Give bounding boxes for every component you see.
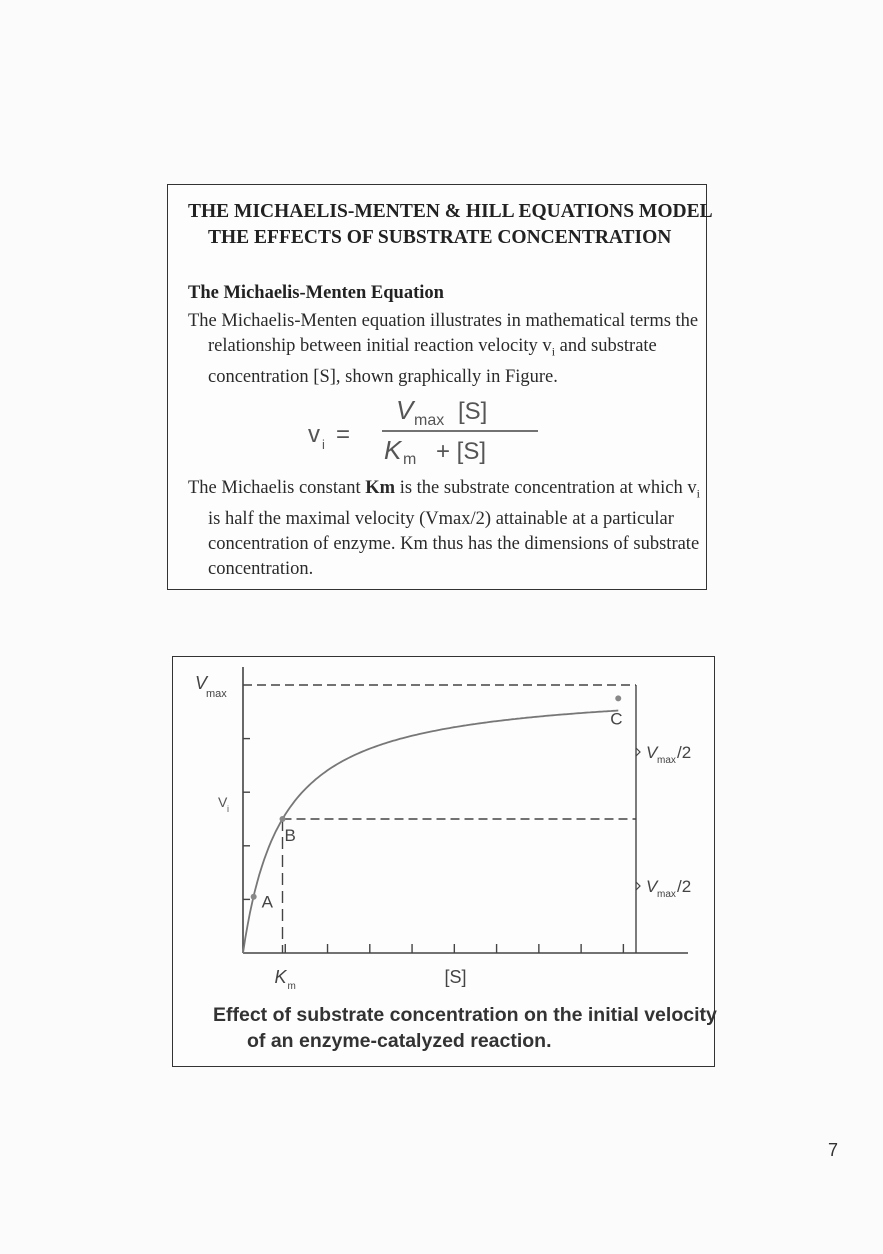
km-text-c: is half the maximal velocity (Vmax/2) attainable at a particular concentration of enzyme. Km thus has the dimensions of substrate concentration. xyxy=(208,508,700,579)
point-label-c: C xyxy=(610,709,623,729)
vi-axis-label-sub: i xyxy=(227,803,229,814)
section-subtitle: The Michaelis-Menten Equation xyxy=(188,283,444,303)
point-label-a: A xyxy=(261,892,274,912)
eq-den-sub: m xyxy=(403,451,417,468)
michaelis-menten-curve xyxy=(243,711,618,954)
page-number: 7 xyxy=(828,1140,839,1160)
half-vmax-label-sub-1: max xyxy=(657,889,676,900)
eq-den-tail: + [S] xyxy=(436,438,487,465)
slide-michaelis-menten-equation xyxy=(167,184,712,590)
data-point-b xyxy=(280,816,286,822)
km-subscript: i xyxy=(696,486,700,501)
intro-text-b: and substrate concentration [S], shown graphically in Figure. xyxy=(208,336,657,387)
intro-text-a: The Michaelis-Menten equation illustrates in mathematical terms the relationship between initial reaction velocity v xyxy=(188,311,699,356)
km-bold: Km xyxy=(365,478,396,498)
data-point-c xyxy=(615,695,621,701)
half-vmax-label-0: V xyxy=(646,743,658,762)
eq-lhs: v xyxy=(308,421,320,448)
eq-lhs-sub: i xyxy=(322,437,325,452)
vi-axis-label: V xyxy=(218,793,228,810)
km-text-a: The Michaelis constant xyxy=(188,478,366,498)
slide-substrate-chart xyxy=(172,656,715,1067)
eq-den-k: K xyxy=(384,435,402,465)
half-vmax-label-1: V xyxy=(646,877,658,896)
km-axis-label: K xyxy=(274,967,287,987)
figure-caption: Effect of substrate concentration on the initial velocity of an enzyme-catalyzed reaction. xyxy=(213,1004,717,1052)
half-vmax-label-tail-1: /2 xyxy=(677,877,692,896)
slide-title: THE MICHAELIS-MENTEN & HILL EQUATIONS MODEL THE EFFECTS OF SUBSTRATE CONCENTRATION xyxy=(188,201,712,248)
intro-subscript: i xyxy=(551,344,556,359)
point-label-b: B xyxy=(284,826,296,845)
km-axis-label-sub: m xyxy=(287,981,296,992)
eq-num-v: V xyxy=(396,395,414,425)
substrate-axis-label: [S] xyxy=(444,967,467,987)
eq-num-tail: [S] xyxy=(458,398,488,425)
km-paragraph xyxy=(188,476,708,582)
half-vmax-label-sub-0: max xyxy=(657,755,676,766)
eq-equals: = xyxy=(336,421,351,448)
half-vmax-label-tail-0: /2 xyxy=(677,743,692,762)
vmax-axis-label: V xyxy=(195,673,208,693)
km-text-b: is the substrate concentration at which v xyxy=(395,478,697,498)
data-point-a xyxy=(251,894,257,900)
eq-num-sub: max xyxy=(414,412,445,429)
vmax-axis-label-sub: max xyxy=(206,688,227,700)
